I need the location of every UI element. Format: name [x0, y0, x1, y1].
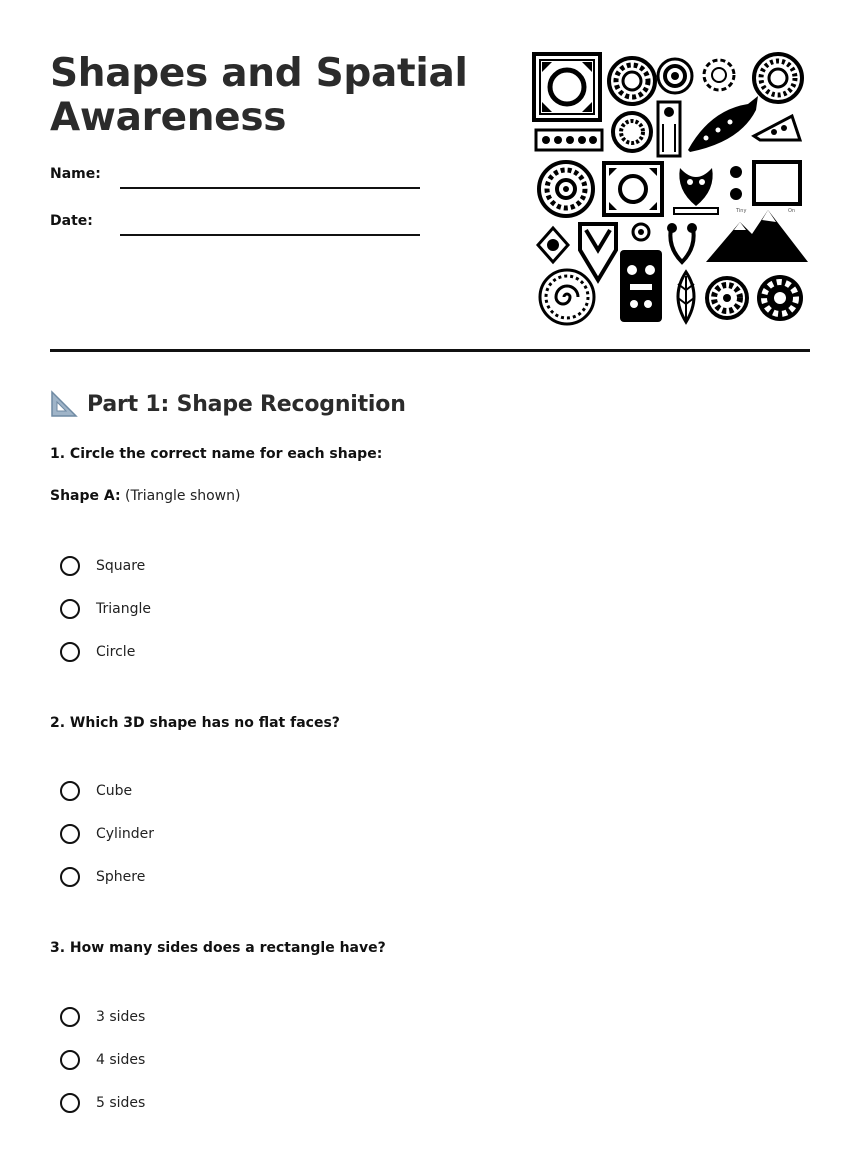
square-outline-icon [754, 162, 800, 204]
wheel-dark-icon [757, 275, 803, 321]
option-label: Circle [96, 644, 136, 660]
option-label: 3 sides [96, 1009, 146, 1025]
dashed-circle-icon [704, 60, 734, 90]
radio-circle[interactable] [60, 1093, 80, 1113]
shape-a-description: (Triangle shown) [125, 488, 241, 504]
chevron-shield-icon [580, 224, 616, 280]
section-part1-header [50, 389, 406, 419]
ring-large-icon [539, 162, 593, 216]
question-3-text: 3. How many sides does a rectangle have? [50, 940, 386, 956]
option-label: Triangle [96, 601, 151, 617]
pattern-collage-image [530, 50, 810, 326]
radio-circle[interactable] [60, 599, 80, 619]
shape-a-note [50, 488, 240, 504]
ring-icon [754, 54, 802, 102]
q2-option-sphere[interactable] [60, 865, 145, 889]
sunburst-icon [609, 58, 655, 104]
framed-sun-small-icon [604, 163, 662, 215]
header-divider [50, 349, 810, 352]
target-icon [658, 59, 692, 93]
tiki-icon [620, 250, 662, 322]
option-label: Square [96, 558, 146, 574]
shape-a-label: Shape A: [50, 488, 121, 504]
option-label: Cube [96, 783, 133, 799]
ring-small-icon [613, 113, 651, 151]
radio-circle[interactable] [60, 1007, 80, 1027]
page-title: Shapes and Spatial Awareness [50, 51, 468, 140]
radio-circle[interactable] [60, 781, 80, 801]
owl-face-icon [674, 168, 718, 214]
date-label: Date: [50, 213, 93, 229]
wheel-icon [707, 278, 747, 318]
on-label: On [788, 208, 796, 214]
framed-sun-icon [534, 54, 600, 120]
small-ring-icon [633, 224, 649, 240]
tiny-label: Tiny [736, 208, 747, 214]
question-1-text: 1. Circle the correct name for each shape: [50, 446, 383, 462]
option-label: 5 sides [96, 1095, 146, 1111]
q1-option-triangle[interactable] [60, 597, 151, 621]
radio-circle[interactable] [60, 824, 80, 844]
option-label: 4 sides [96, 1052, 146, 1068]
radio-circle[interactable] [60, 867, 80, 887]
radio-circle[interactable] [60, 1050, 80, 1070]
dots-icon [730, 166, 742, 200]
radio-circle[interactable] [60, 556, 80, 576]
section-part1-title: Part 1: Shape Recognition [87, 391, 406, 417]
option-label: Sphere [96, 869, 146, 885]
set-square-icon [50, 390, 78, 418]
date-field[interactable] [120, 234, 420, 236]
name-label: Name: [50, 166, 101, 182]
option-label: Cylinder [96, 826, 154, 842]
eye-icon [538, 228, 568, 262]
q3-option-4-sides[interactable] [60, 1048, 145, 1072]
q2-option-cube[interactable] [60, 779, 132, 803]
leaf-icon [678, 272, 694, 322]
border-strip-icon [536, 130, 602, 150]
radio-circle[interactable] [60, 642, 80, 662]
mountain-icon [706, 210, 808, 262]
question-2-text: 2. Which 3D shape has no flat faces? [50, 715, 340, 731]
heart-hook-icon [667, 223, 697, 262]
name-field[interactable] [120, 187, 420, 189]
tile-icon [754, 116, 800, 140]
q2-option-cylinder[interactable] [60, 822, 154, 846]
fish-icon [688, 96, 758, 152]
q1-option-circle[interactable] [60, 640, 135, 664]
q1-option-square[interactable] [60, 554, 145, 578]
spiral-icon [540, 270, 594, 324]
pillar-icon [658, 102, 680, 156]
q3-option-3-sides[interactable] [60, 1005, 145, 1029]
q3-option-5-sides[interactable] [60, 1091, 145, 1115]
